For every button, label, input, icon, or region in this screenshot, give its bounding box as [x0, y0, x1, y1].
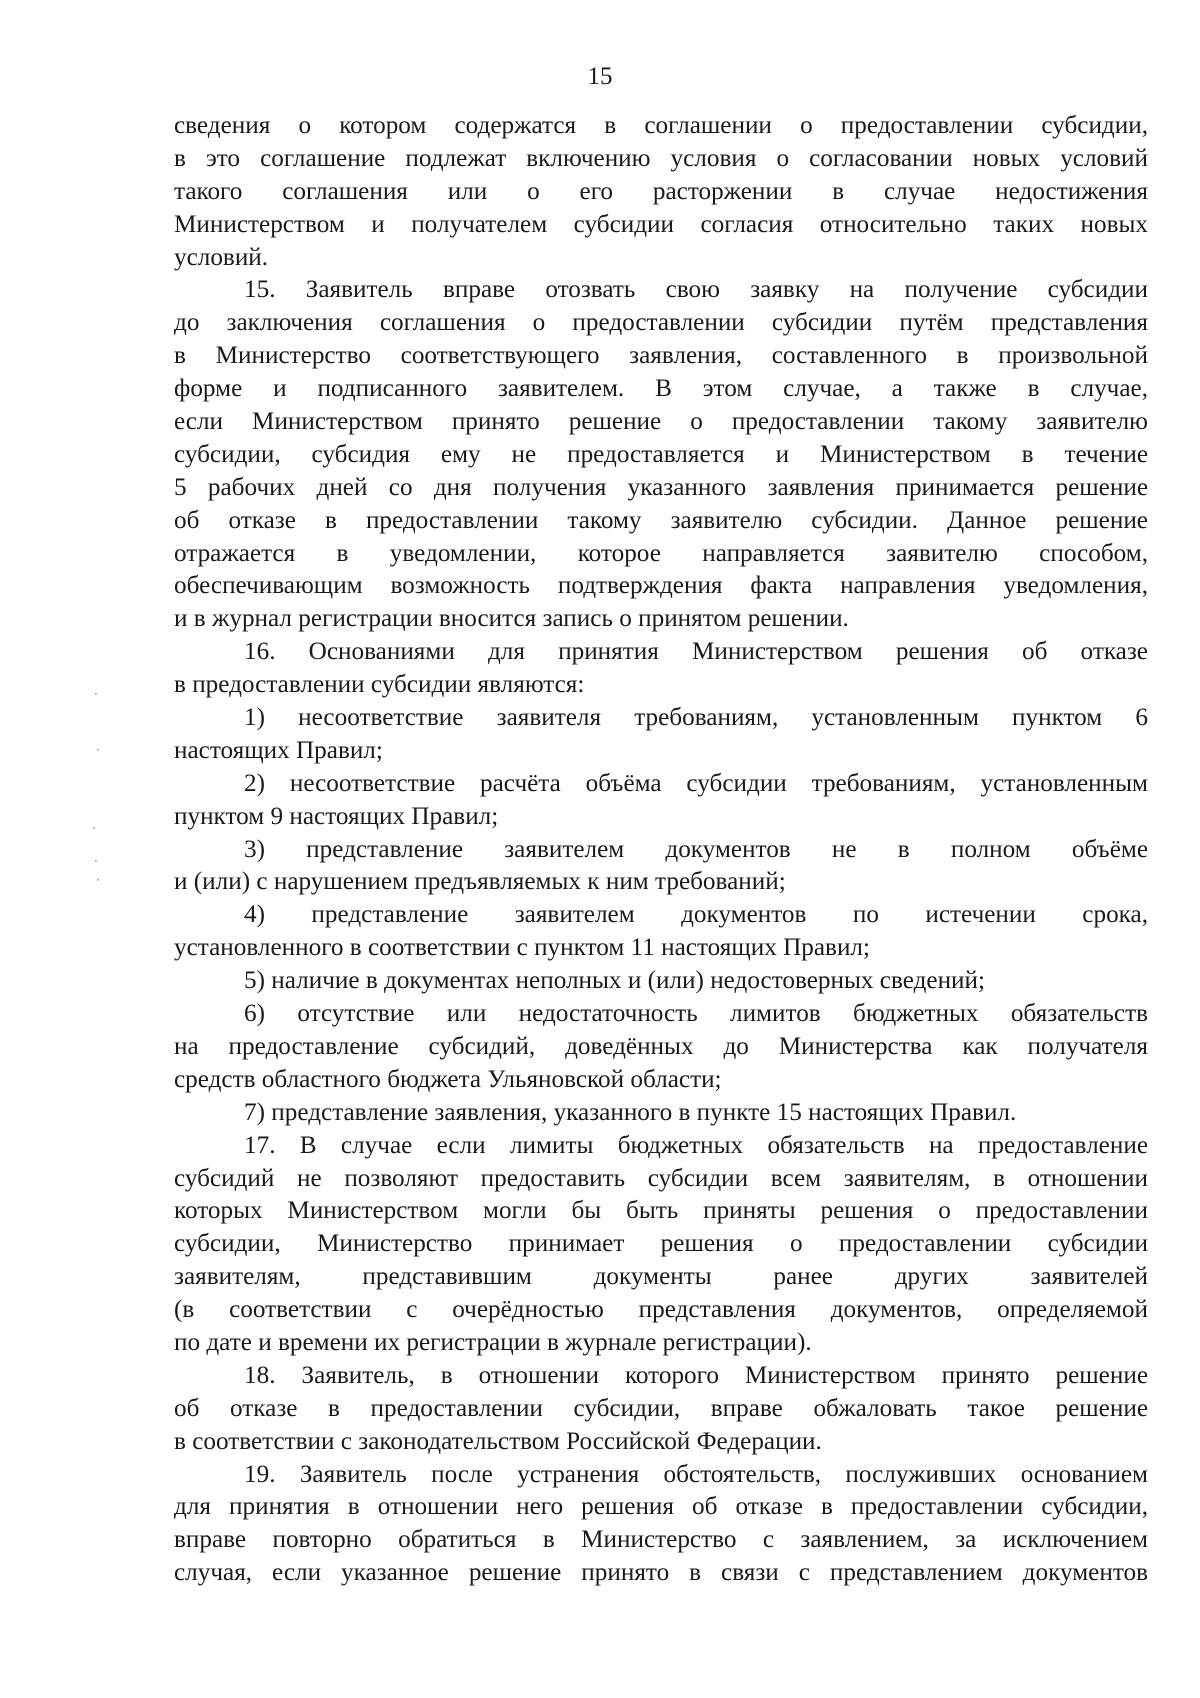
text-line: средств областного бюджета Ульяновской области; — [174, 1065, 722, 1093]
paragraph — [174, 965, 1148, 998]
scan-speck: · — [94, 854, 98, 868]
text-line: 1) несоответствие заявителя требованиям, установленным пунктом 6 — [244, 704, 1148, 732]
text-line: субсидии, субсидия ему не предоставляется и Министерством в течение — [174, 440, 1148, 468]
text-line: вправе повторно обратиться в Министерство с заявлением, за исключением — [174, 1526, 1148, 1554]
text-line: до заключения соглашения о предоставлении субсидии путём представления — [174, 309, 1148, 337]
text-line: заявителям, представившим документы ранее других заявителей — [174, 1263, 1148, 1291]
text-line: 6) отсутствие или недостаточность лимитов бюджетных обязательств — [244, 1000, 1148, 1028]
text-line: в соответствии с законодательством Российской Федерации. — [174, 1427, 822, 1455]
text-line: такого соглашения или о его расторжении в случае недостижения — [174, 177, 1148, 205]
text-line: условий. — [174, 243, 269, 271]
text-line: пунктом 9 настоящих Правил; — [174, 802, 499, 830]
document-body — [174, 110, 1148, 1590]
text-line: форме и подписанного заявителем. В этом случае, а также в случае, — [174, 375, 1148, 403]
text-line: 16. Основаниями для принятия Министерством решения об отказе — [244, 638, 1148, 666]
text-line: 3) представление заявителем документов не в полном объёме — [244, 835, 1148, 863]
paragraph — [174, 1360, 1148, 1459]
text-line: 7) представление заявления, указанного в пункте 15 настоящих Правил. — [244, 1098, 1017, 1126]
text-line: и в журнал регистрации вносится запись о принятом решении. — [174, 605, 849, 633]
text-line: установленного в соответствии с пунктом 11 настоящих Правил; — [174, 934, 870, 962]
text-line: субсидии, Министерство принимает решения о предоставлении субсидии — [174, 1230, 1148, 1258]
text-line: и (или) с нарушением предъявляемых к ним требований; — [174, 868, 786, 896]
text-line: 17. В случае если лимиты бюджетных обязательств на предоставление — [244, 1131, 1148, 1159]
paragraph — [174, 702, 1148, 768]
page-number: 15 — [587, 63, 613, 90]
text-line: 18. Заявитель, в отношении которого Министерством принято решение — [244, 1361, 1148, 1389]
text-line: на предоставление субсидий, доведённых до Министерства как получателя — [174, 1032, 1148, 1060]
paragraph — [174, 768, 1148, 834]
text-line: если Министерством принято решение о предоставлении такому заявителю — [174, 408, 1148, 436]
paragraph — [174, 834, 1148, 900]
text-line: об отказе в предоставлении субсидии, вправе обжаловать такое решение — [174, 1394, 1148, 1422]
text-line: 2) несоответствие расчёта объёма субсидии требованиям, установленным — [244, 769, 1148, 797]
text-line: обеспечивающим возможность подтверждения факта направления уведомления, — [174, 572, 1148, 600]
text-line: Министерством и получателем субсидии согласия относительно таких новых — [174, 210, 1148, 238]
paragraph — [174, 1130, 1148, 1360]
text-line: для принятия в отношении него решения об отказе в предоставлении субсидии, — [174, 1493, 1148, 1521]
text-line: в предоставлении субсидии являются: — [174, 671, 585, 699]
paragraph — [174, 998, 1148, 1097]
text-line: субсидий не позволяют предоставить субсидии всем заявителям, в отношении — [174, 1164, 1148, 1192]
paragraph — [174, 274, 1148, 636]
text-line: случая, если указанное решение принято в связи с представлением документов — [174, 1559, 1148, 1587]
scan-speck: · — [96, 873, 100, 887]
scan-speck: · — [94, 687, 98, 701]
text-line: в это соглашение подлежат включению условия о согласовании новых условий — [174, 144, 1148, 172]
text-line: (в соответствии с очерёдностью представления документов, определяемой — [174, 1296, 1148, 1324]
text-line: отражается в уведомлении, которое направляется заявителю способом, — [174, 539, 1148, 567]
scan-speck: · — [96, 743, 100, 757]
text-line: об отказе в предоставлении такому заявителю субсидии. Данное решение — [174, 506, 1148, 534]
paragraph — [174, 1097, 1148, 1130]
paragraph — [174, 636, 1148, 702]
paragraph — [174, 899, 1148, 965]
text-line: 5 рабочих дней со дня получения указанного заявления принимается решение — [174, 473, 1148, 501]
text-line: 5) наличие в документах неполных и (или) недостоверных сведений; — [244, 967, 986, 995]
text-line: настоящих Правил; — [174, 736, 383, 764]
text-line: 15. Заявитель вправе отозвать свою заявку на получение субсидии — [244, 276, 1148, 304]
text-line: по дате и времени их регистрации в журнале регистрации). — [174, 1328, 812, 1356]
text-line: 4) представление заявителем документов по истечении срока, — [244, 901, 1148, 929]
scan-speck: · — [92, 821, 96, 835]
paragraph — [174, 1459, 1148, 1591]
text-line: сведения о котором содержатся в соглашении о предоставлении субсидии, — [174, 112, 1148, 139]
text-line: 19. Заявитель после устранения обстоятельств, послуживших основанием — [244, 1460, 1148, 1488]
text-line: которых Министерством могли бы быть приняты решения о предоставлении — [174, 1197, 1148, 1225]
text-line: в Министерство соответствующего заявления, составленного в произвольной — [174, 342, 1148, 370]
paragraph — [174, 110, 1148, 274]
